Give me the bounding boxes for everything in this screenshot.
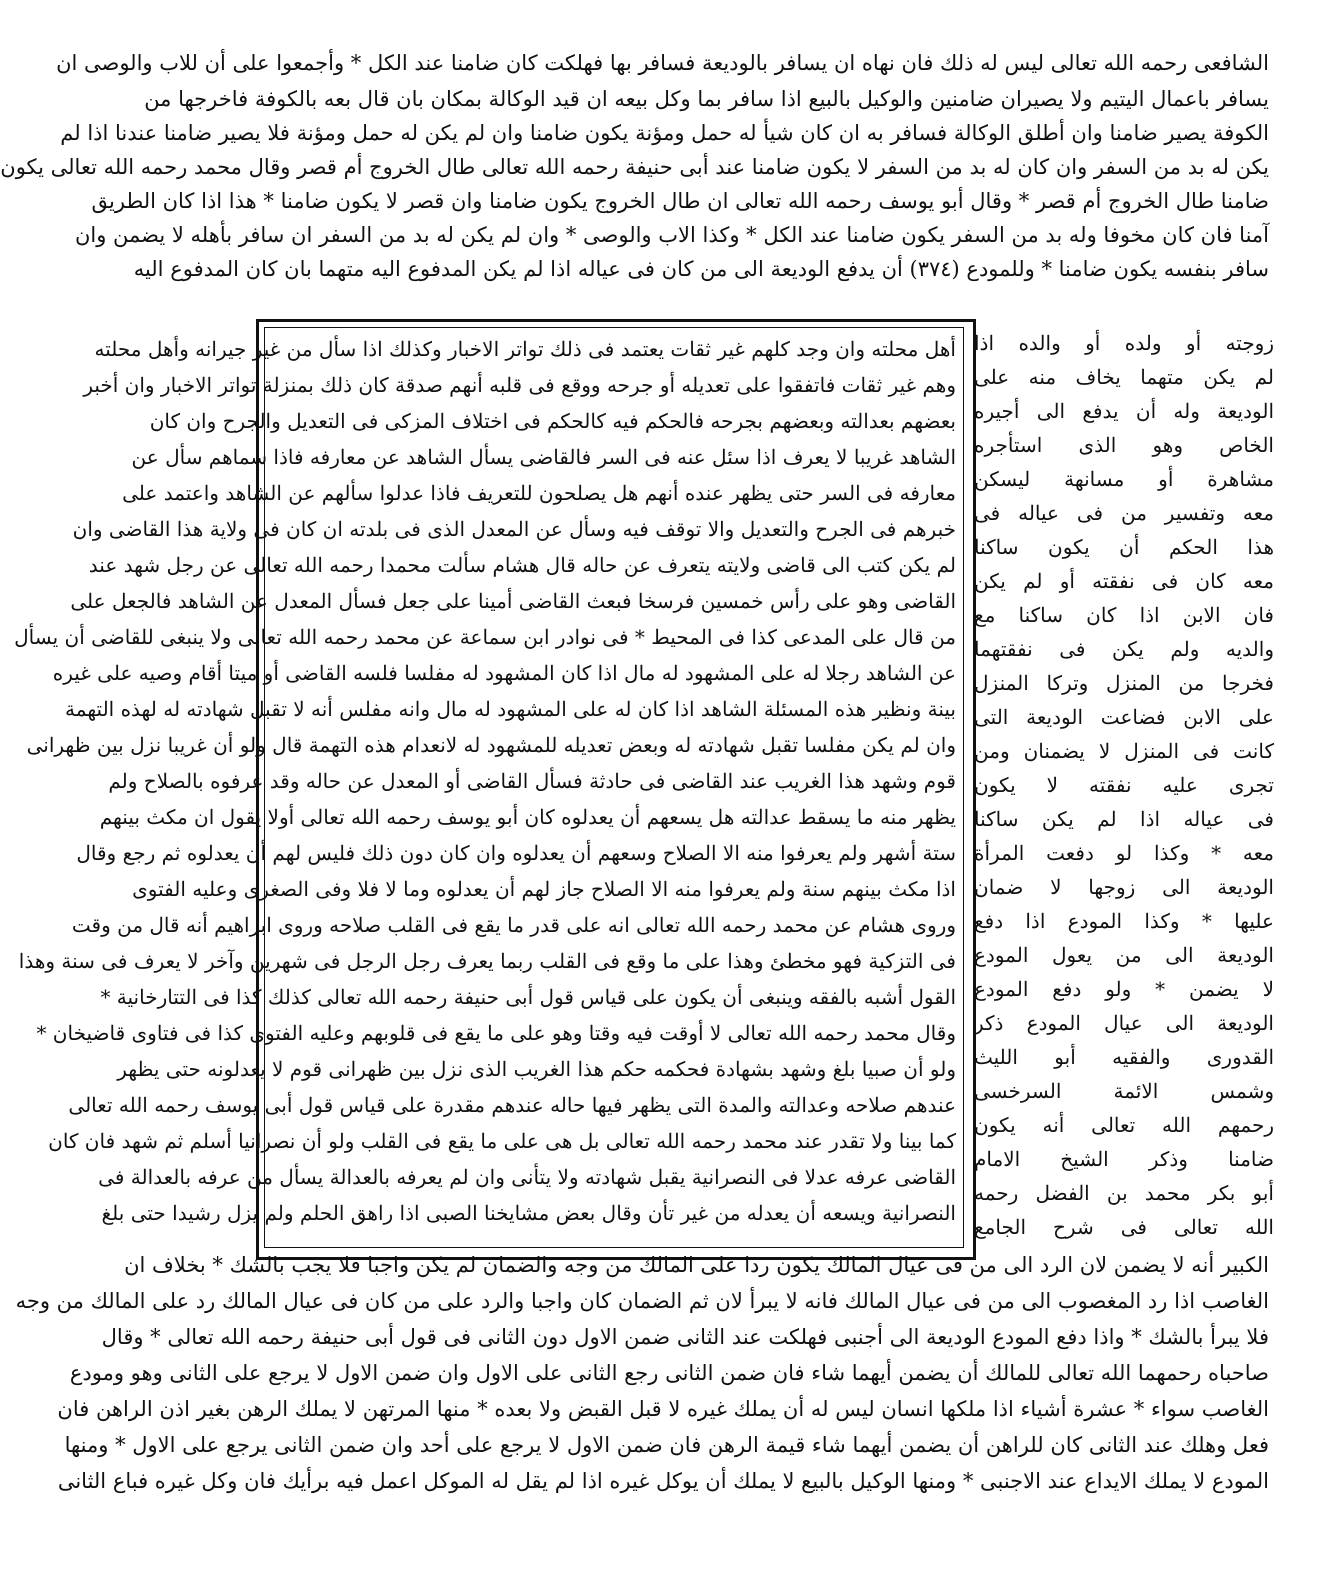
text-line: الشاهد غريبا لا يعرف اذا سئل عنه فى السر فالقاضى يسأل الشاهد عن معارفه فاذا سماهم سأل عن [131,445,956,469]
text-line: الوديعة الى عيال المودع ذكر [974,1011,1274,1035]
text-line: الخاص وهو الذى استأجره [974,433,1274,457]
text-line: وشمس الائمة السرخسى [974,1079,1274,1103]
text-line: النصرانية ويسعه أن يعدله من غير تأن وقال بعض مشايخنا الصبى اذا راهق الحلم ولم يزل رشيدا حتى بلغ [101,1201,956,1225]
text-line: الغاصب سواء * عشرة أشياء اذا ملكها انسان ليس له أن يملك غيره لا قبل القبض ولا بعده * منها المرتهن لا يملك الرهن بغير اذن الراهن فان [57,1397,1269,1421]
text-line: لم يكن متهما يخاف منه على [974,365,1274,389]
text-line: يظهر منه ما يسقط عدالته هل يسعهم أن يعدلوه كان أبو يوسف رحمه الله تعالى أولا يقول ان مكث بينهم [99,805,956,829]
text-line: القدورى والفقيه أبو الليث [974,1045,1274,1069]
text-line: تجرى عليه نفقته لا يكون [974,773,1274,797]
text-line: المودع لا يملك الايداع عند الاجنبى * ومنها الوكيل بالبيع لا يملك أن يوكل غيره اذا لم يقل له الموكل اعمل فيه برأيك فان وكل غيره فباع الثانى [57,1469,1269,1493]
text-line: أهل محلته وان وجد كلهم غير ثقات يعتمد فى ذلك تواتر الاخبار وكذلك اذا سأل من غير جيرانه وأهل محلته [94,337,956,361]
text-line: ضامنا وذكر الشيخ الامام [974,1147,1274,1171]
text-line: الوديعة الى من يعول المودع [974,943,1274,967]
text-line: آمنا فان كان مخوفا وله بد من السفر يكون ضامنا عند الكل * وكذا الاب والوصى * وان لم يكن له بد من السفر ان سافر بأهله لا يضمن وان [74,223,1269,247]
text-line: فان الابن اذا كان ساكنا مع [974,603,1274,627]
text-line: كانت فى المنزل لا يضمنان ومن [974,739,1274,763]
text-line: زوجته أو ولده أو والده اذا [974,331,1274,355]
text-line: وان لم يكن مفلسا تقبل شهادته له وبعض تعديله للمشهود له لانعدام هذه التهمة قال ولو أن غريبا نزل بين ظهرانى [26,733,956,757]
text-line: القاضى وهو على رأس خمسين فرسخا فبعث القاضى أمينا على جعل فسأل المعدل عن الشاهد فالجعل على [70,589,956,613]
text-line: وروى هشام عن محمد رحمه الله تعالى انه على قدر ما يقع فى القلب صلاحه وروى ابراهيم أنه قال من وقت [71,913,956,937]
text-line: عليها * وكذا المودع اذا دفع [974,909,1274,933]
text-line: معه كان فى نفقته أو لم يكن [974,569,1274,593]
text-line: بعضهم بعدالته وبعضهم بجرحه فالحكم فيه كالحكم فى اختلاف المزكى فى التعديل والجرح وان كان [149,409,956,433]
text-line: والديه ولم يكن فى نفقتهما [974,637,1274,661]
text-line: يسافر باعمال اليتيم ولا يصيران ضامنين والوكيل بالبيع اذا سافر بما وكل بيعه ان قيد الوكالة بمكان بان قال بعه بالكوفة فاخرجها من [144,87,1269,111]
text-line: من قال على المدعى كذا فى المحيط * فى نوادر ابن سماعة عن محمد رحمه الله تعالى ولا ينبغى للقاضى أن يسأل [14,625,956,649]
text-line: ضامنا طال الخروج أم قصر * وقال أبو يوسف رحمه الله تعالى ان طال الخروج يكون ضامنا وان قصر لا يكون ضامنا * هذا اذا كان الطريق [91,189,1269,213]
text-line: القاضى عرفه عدلا فى النصرانية يقبل شهادته ولا يتأنى وان لم يعرفه بالعدالة يسأل من عرفه بالعدالة فى [98,1165,956,1189]
text-line: اذا مكث بينهم سنة ولم يعرفوا منه الا الصلاح جاز لهم أن يعدلوه وما لا فلا وفى الصغرى وعليه الفتوى [132,877,956,901]
text-line: قوم وشهد هذا الغريب عند القاضى فى حادثة فسأل القاضى أو المعدل عن حاله وقد عرفوه بالصلاح ولم [108,769,956,793]
text-line: فخرجا من المنزل وتركا المنزل [974,671,1274,695]
text-line: الشافعى رحمه الله تعالى ليس له ذلك فان نهاه ان يسافر بالوديعة فسافر بها فهلكت كان ضامنا عند الكل * وأجمعوا على أن للاب والوصى ان [56,51,1269,75]
text-line: هذا الحكم أن يكون ساكنا [974,535,1274,559]
text-line: خبرهم فى الجرح والتعديل والا توقف فيه وسأل عن المعدل الذى فى بلدته ان كان فى ولاية هذا القاضى وان [72,517,956,541]
text-line: فى التزكية فهو مخطئ وهذا على ما وقع فى القلب ربما يعرف رجل الرجل فى شهرين وآخر لا يعرف فى سنة وهذا [18,949,956,973]
text-line: على الابن فضاعت الوديعة التى [974,705,1274,729]
text-line: الغاصب اذا رد المغصوب الى من فى عيال المالك فانه لا يبرأ لان ثم الضمان كان واجبا والرد على من كان فى عيال المالك رد على المالك من وجه [15,1289,1269,1313]
text-line: القول أشبه بالفقه وينبغى أن يكون على قياس قول أبى حنيفة رحمه الله تعالى كذلك كذا فى التتارخانية * [100,985,956,1009]
text-line: سافر بنفسه يكون ضامنا * وللمودع (٣٧٤) أن يدفع الوديعة الى من كان فى عياله اذا لم يكن المدفوع اليه متهما بان كان المدفوع اليه [133,257,1269,281]
text-line: رحمهم الله تعالى أنه يكون [974,1113,1274,1137]
text-line: عندهم صلاحه وعدالته والمدة التى يظهر فيها حاله عندهم مقدرة على قياس قول أبى يوسف رحمه الله تعالى [68,1093,956,1117]
text-line: ستة أشهر ولم يعرفوا منه الا الصلاح وسعهم أن يعدلوه وان كان دون ذلك فليس لهم أن يعدلوه ثم رجع وقال [76,841,956,865]
text-line: يكن له بد من السفر وان كان له بد من السفر لا يكون ضامنا عند أبى حنيفة رحمه الله تعالى طال الخروج أم قصر وقال محمد رحمه الله تعالى يكون [0,155,1269,179]
text-line: معه وتفسير من فى عياله فى [974,501,1274,525]
text-line: معه * وكذا لو دفعت المرأة [974,841,1274,865]
text-line: وهم غير ثقات فاتفقوا على تعديله أو جرحه ووقع فى قلبه أنهم صدقة كان ذلك بمنزلة تواتر الاخبار وان أخبر [83,373,956,397]
text-line: بينة ونظير هذه المسئلة الشاهد اذا كان له على المشهود له مال وانه مفلس أنه لا تقبل شهادته له لهذه التهمة [65,697,956,721]
text-line: كما بينا ولا تقدر عند محمد رحمه الله تعالى بل هى على ما يقع فى القلب ولو أن نصرانيا أسلم ثم شهد فان كان [48,1129,956,1153]
text-line: الكوفة يصير ضامنا وان أطلق الوكالة فسافر به ان كان شيأ له حمل ومؤنة يكون ضامنا وان لم يكن له حمل ومؤنة فلا يصير ضامنا عندنا اذا لم [60,121,1269,145]
text-line: لم يكن كتب الى قاضى ولايته يتعرف عن حاله قال هشام سألت محمدا رحمه الله تعالى عن رجل شهد عند [88,553,956,577]
text-line: لا يضمن * ولو دفع المودع [974,977,1274,1001]
text-line: الله تعالى فى شرح الجامع [974,1215,1274,1239]
text-line: صاحباه رحمهما الله تعالى للمالك أن يضمن أيهما شاء فان ضمن الثانى رجع الثانى على الاول وان ضمن الاول لا يرجع على الثانى وهو ومودع [69,1361,1269,1385]
text-line: الوديعة الى زوجها لا ضمان [974,875,1274,899]
text-line: فى عياله اذا لم يكن ساكنا [974,807,1274,831]
text-line: عن الشاهد رجلا له على المشهود له مال اذا كان المشهود له مفلسا فلسه القاضى أو ميتا أقام وصيه على غيره [52,661,956,685]
text-line: ولو أن صبيا بلغ وشهد بشهادة فحكمه حكم هذا الغريب الذى نزل بين ظهرانى قوم لا يعدلونه حتى يظهر [117,1057,956,1081]
text-line: فلا يبرأ بالشك * واذا دفع المودع الوديعة الى أجنبى فهلكت عند الثانى ضمن الاول دون الثانى فى قول أبى حنيفة رحمه الله تعالى * وقال [101,1325,1269,1349]
text-line: أبو بكر محمد بن الفضل رحمه [974,1181,1274,1205]
text-line: الكبير أنه لا يضمن لان الرد الى من فى عيال المالك يكون ردا على المالك من وجه والضمان لم يكن واجبا فلا يجب بالشك * بخلاف ان [124,1253,1269,1277]
text-line: فعل وهلك عند الثانى كان للراهن أن يضمن أيهما شاء قيمة الرهن فان ضمن الاول لا يرجع على أحد وان ضمن الثانى يرجع على الاول * ومنها [64,1433,1269,1457]
text-line: معارفه فى السر حتى يظهر عنده أنهم هل يصلحون للتعريف فاذا عدلوا سألهم عن الشاهد واعتمد على [122,481,956,505]
text-line: وقال محمد رحمه الله تعالى لا أوقت فيه وقتا وهو على ما يقع فى قلوبهم وعليه الفتوى كذا فى فتاوى قاضيخان * [36,1021,956,1045]
text-line: الوديعة وله أن يدفع الى أجيره [974,399,1274,423]
text-line: مشاهرة أو مسانهة ليسكن [974,467,1274,491]
